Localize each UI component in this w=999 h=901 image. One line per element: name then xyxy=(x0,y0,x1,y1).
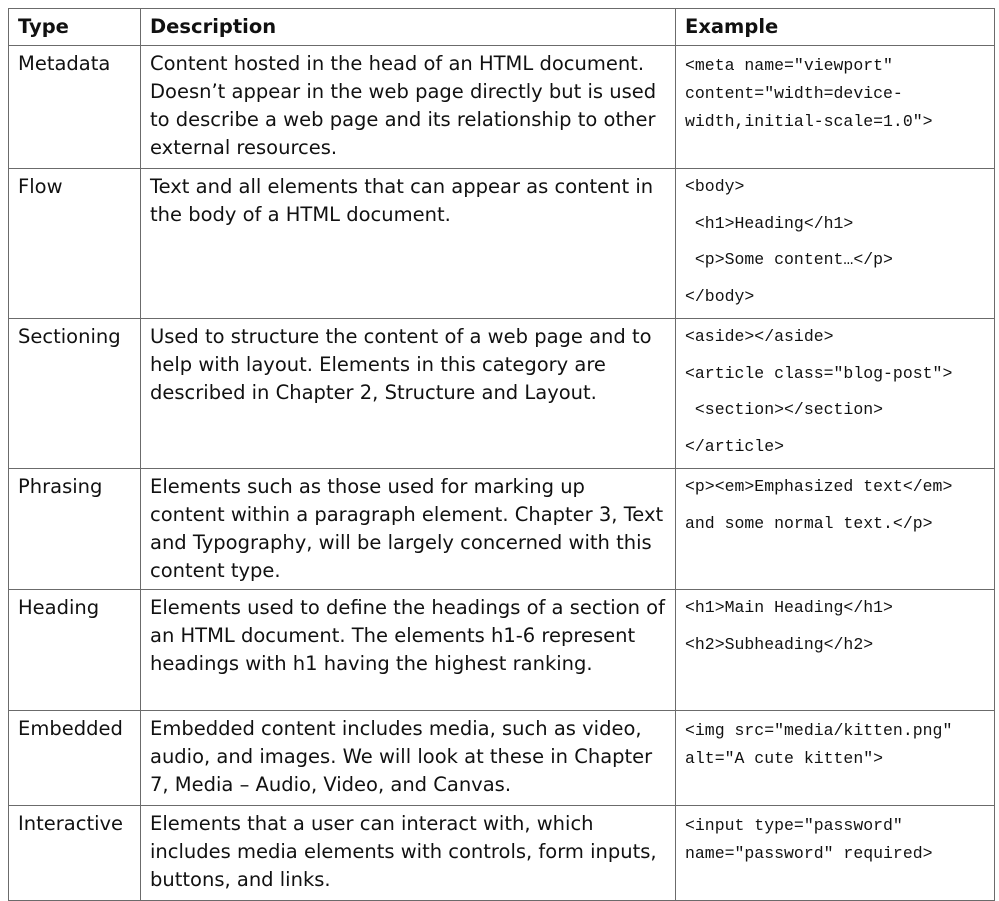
example-code-line: <p><em>Emphasized text</em> xyxy=(685,477,953,496)
example-code-line: <h2>Subheading</h2> xyxy=(685,634,874,654)
example-code-line: <h1>Main Heading</h1> xyxy=(685,598,893,617)
example-cell xyxy=(676,806,995,901)
example-code-line: <h1>Heading</h1> xyxy=(685,213,854,233)
example-code-line: <section></section> xyxy=(685,400,884,419)
description-cell: Embedded content includes media, such as video, audio, and images. We will look at these in Chapter 7, Media – Audio, Video, and Canvas. xyxy=(141,711,676,806)
example-code-line: alt="A cute kitten"> xyxy=(685,749,884,768)
type-cell: Embedded xyxy=(9,711,141,806)
description-cell: Content hosted in the head of an HTML document. Doesn’t appear in the web page directly but is used to describe a web page and its relationship to other external resources. xyxy=(141,46,676,169)
header-description: Description xyxy=(141,9,676,46)
example-code-line: </article> xyxy=(685,436,785,456)
table-row xyxy=(9,46,995,169)
type-cell: Heading xyxy=(9,590,141,711)
table-row xyxy=(9,469,995,590)
example-code-line: <img src="media/kitten.png" xyxy=(685,721,953,740)
table-row xyxy=(9,806,995,901)
example-code-line: width,initial-scale=1.0"> xyxy=(685,112,933,131)
description-cell: Elements that a user can interact with, which includes media elements with controls, form inputs, buttons, and links. xyxy=(141,806,676,901)
description-cell: Used to structure the content of a web page and to help with layout. Elements in this category are described in Chapter 2, Structure and Layout. xyxy=(141,319,676,469)
example-code-line: <p>Some content…</p> xyxy=(685,250,893,269)
table-row xyxy=(9,590,995,711)
example-code-line: <body> xyxy=(685,177,745,196)
example-code-line: <meta name="viewport" xyxy=(685,56,893,75)
example-cell xyxy=(676,46,995,169)
description-cell: Text and all elements that can appear as content in the body of a HTML document. xyxy=(141,169,676,319)
table-row xyxy=(9,319,995,469)
example-code-line: name="password" required> xyxy=(685,844,933,863)
table-row xyxy=(9,711,995,806)
type-cell: Sectioning xyxy=(9,319,141,469)
example-code-line: and some normal text.</p> xyxy=(685,513,933,533)
example-code-line: <aside></aside> xyxy=(685,327,834,346)
example-code-line: <input type="password" xyxy=(685,816,903,835)
example-code-line: <article class="blog-post"> xyxy=(685,363,953,383)
description-cell: Elements used to define the headings of a section of an HTML document. The elements h1-6 represent headings with h1 having the highest ranking. xyxy=(141,590,676,711)
type-cell: Metadata xyxy=(9,46,141,169)
header-example: Example xyxy=(676,9,995,46)
example-cell xyxy=(676,319,995,469)
example-code-line: content="width=device- xyxy=(685,84,903,103)
example-cell xyxy=(676,590,995,711)
example-cell xyxy=(676,169,995,319)
type-cell: Interactive xyxy=(9,806,141,901)
type-cell: Flow xyxy=(9,169,141,319)
example-cell xyxy=(676,469,995,590)
type-cell: Phrasing xyxy=(9,469,141,590)
example-code-line: </body> xyxy=(685,286,755,306)
description-cell: Elements such as those used for marking up content within a paragraph element. Chapter 3, Text and Typography, will be largely concerned with this content type. xyxy=(141,469,676,590)
example-cell xyxy=(676,711,995,806)
header-type: Type xyxy=(9,9,141,46)
table-header-row xyxy=(9,9,995,46)
content-categories-table xyxy=(8,8,995,901)
table-row xyxy=(9,169,995,319)
